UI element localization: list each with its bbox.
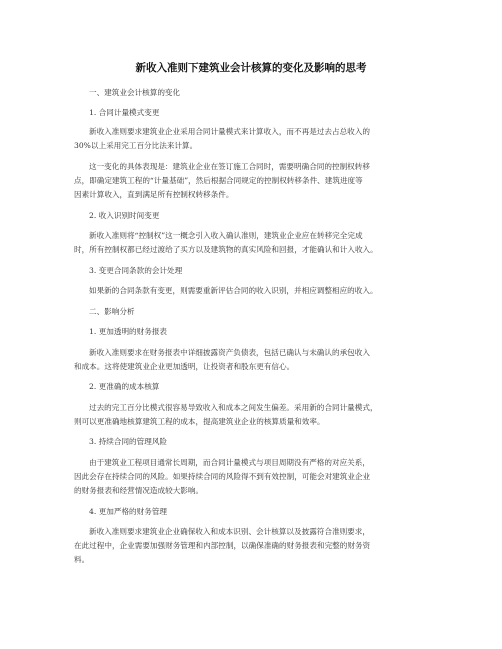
subsection-heading: 3. 持续合同的管理风险 [89,437,168,446]
paragraph-line: 如果新的合同条款有变更，则需要重新评估合同的收入识别，并相应调整相应的收入。 [89,286,378,295]
paragraph-line: 新收入准则要求建筑业企业确保收入和成本识别、会计核算以及披露符合准则要求， [89,527,370,536]
paragraph-line: 和成本。这将使建筑业企业更加透明，让投资者和股东更有信心。 [74,362,295,371]
paragraph-line: 因此会存在持续合同的风险。如果持续合同的风险得不到有效控制，可能会对建筑业企业 [74,472,371,481]
section-heading: 二、影响分析 [89,307,135,316]
paragraph-line: 点，即确定建筑工程的“计量基础”，然后根据合同规定的控制权转移条件、建筑进度等 [74,176,363,185]
document-title: 新收入准则下建筑业会计核算的变化及影响的思考 [135,62,367,74]
paragraph-line: 这一变化的具体表现是：建筑业企业在签订施工合同时，需要明确合同的控制权转移 [89,162,370,171]
subsection-heading: 1. 合同计量模式变更 [89,108,160,117]
paragraph-line: 新收入准则要求在财务报表中详细披露资产负债表，包括已确认与未确认的承包收入 [89,348,370,357]
paragraph-line: 过去的完工百分比模式很容易导致收入和成本之间发生偏差。采用新的合同计量模式， [89,403,378,412]
subsection-heading: 3. 变更合同条款的会计处理 [89,266,183,275]
paragraph-line: 由于建筑业工程项目通常长周期，而合同计量模式与项目周期没有严格的对应关系， [89,458,370,467]
paragraph-line: 在此过程中，企业需要加强财务管理和内部控制，以确保准确的财务报表和完整的财务资 [74,541,371,550]
subsection-heading: 4. 更加严格的财务管理 [89,507,168,516]
paragraph-line: 则可以更准确地核算建筑工程的成本，提高建筑业企业的核算质量和效率。 [74,417,325,426]
paragraph-line: 新收入准则将“控制权”这一概念引入收入确认准则，建筑业企业应在转移完全完成 [89,231,363,240]
paragraph-line: 的财务报表和经营情况造成较大影响。 [74,486,204,495]
paragraph-line: 新收入准则要求建筑业企业采用合同计量模式来计算收入，而不再是过去占总收入的 [89,127,370,136]
paragraph-line: 料。 [74,555,90,564]
paragraph-line: 30%以上采用完工百分比法来计算。 [74,141,198,150]
subsection-heading: 1. 更加透明的财务报表 [89,327,168,336]
subsection-heading: 2. 更准确的成本核算 [89,382,160,391]
paragraph-line: 时，所有控制权都已经过渡给了买方以及建筑物的真实风险和回报，才能确认和计入收入。 [74,245,378,254]
paragraph-line: 因素计算收入，直到满足所有控制权转移条件。 [74,190,234,199]
subsection-heading: 2. 收入识别时间变更 [89,211,160,220]
section-heading: 一、建筑业会计核算的变化 [89,88,181,97]
